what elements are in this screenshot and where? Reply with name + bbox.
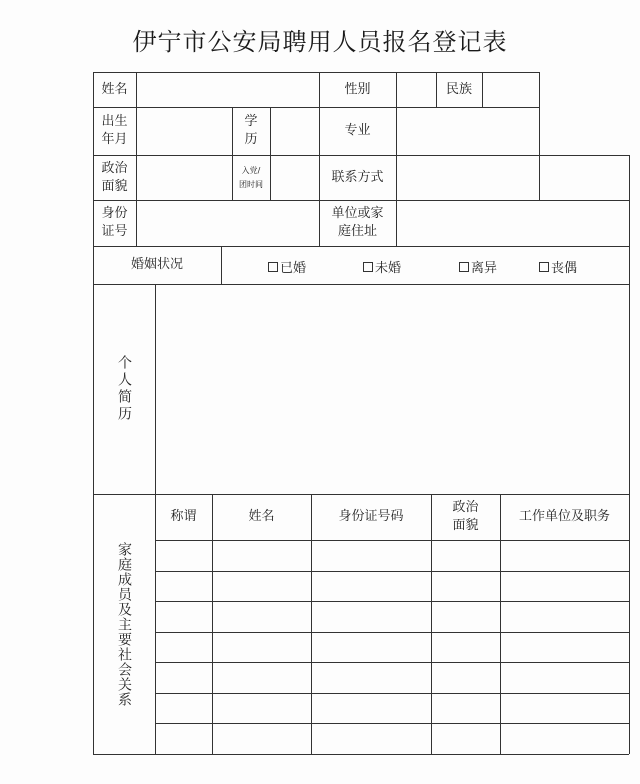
- birth-field[interactable]: [137, 108, 232, 155]
- contact-field[interactable]: [397, 156, 539, 200]
- name-field[interactable]: [137, 73, 319, 107]
- family-cell-relation[interactable]: [156, 633, 212, 662]
- gender-label: 性别: [344, 81, 371, 97]
- family-header-id-number: 身份证号码: [338, 509, 404, 524]
- family-cell-work[interactable]: [501, 541, 629, 571]
- contact-label: 联系方式: [331, 169, 384, 185]
- photo-area[interactable]: [540, 73, 629, 155]
- family-cell-relation[interactable]: [156, 694, 212, 723]
- political-label: 政治 面貌: [101, 160, 128, 194]
- resume-field[interactable]: [156, 285, 629, 494]
- family-cell-political[interactable]: [432, 541, 500, 571]
- work-address-label: 单位或家 庭住址: [331, 206, 384, 239]
- family-cell-id-number[interactable]: [312, 602, 431, 632]
- work-address-field[interactable]: [397, 201, 629, 246]
- join-time-label: 入党/ 团时间: [239, 165, 263, 189]
- birth-label: 出生 年月: [101, 114, 128, 147]
- ethnicity-field[interactable]: [483, 73, 539, 107]
- family-cell-id-number[interactable]: [312, 572, 431, 601]
- family-cell-relation[interactable]: [156, 602, 212, 632]
- family-cell-id-number[interactable]: [312, 694, 431, 723]
- option-divorced[interactable]: 离异: [459, 257, 497, 276]
- family-cell-id-number[interactable]: [312, 663, 431, 693]
- family-cell-political[interactable]: [432, 724, 500, 754]
- family-cell-name[interactable]: [213, 724, 311, 754]
- family-cell-work[interactable]: [501, 572, 629, 601]
- education-field[interactable]: [271, 108, 319, 155]
- family-header-relation: 称谓: [170, 509, 197, 524]
- family-cell-name[interactable]: [213, 541, 311, 571]
- checkbox-icon[interactable]: [268, 262, 278, 272]
- family-cell-name[interactable]: [213, 694, 311, 723]
- family-cell-work[interactable]: [501, 633, 629, 662]
- family-cell-relation[interactable]: [156, 663, 212, 693]
- political-field[interactable]: [137, 156, 232, 200]
- family-cell-id-number[interactable]: [312, 541, 431, 571]
- family-label-cell: [93, 494, 155, 754]
- family-cell-work[interactable]: [501, 694, 629, 723]
- family-cell-political[interactable]: [432, 694, 500, 723]
- education-label: 学 历: [244, 114, 258, 147]
- family-cell-relation[interactable]: [156, 572, 212, 601]
- family-label: 家庭成员及主要社会关系: [116, 541, 132, 707]
- family-cell-relation[interactable]: [156, 541, 212, 571]
- id-number-label: 身份 证号: [101, 206, 128, 239]
- family-cell-id-number[interactable]: [312, 633, 431, 662]
- family-cell-political[interactable]: [432, 663, 500, 693]
- resume-label: 个人简历: [116, 355, 132, 423]
- ethnicity-label: 民族: [445, 81, 472, 97]
- option-unmarried[interactable]: 未婚: [363, 257, 401, 276]
- option-widowed[interactable]: 丧偶: [539, 257, 577, 276]
- family-cell-political[interactable]: [432, 572, 500, 601]
- family-header-work: 工作单位及职务: [518, 509, 610, 524]
- checkbox-icon[interactable]: [459, 262, 469, 272]
- family-cell-name[interactable]: [213, 602, 311, 632]
- family-cell-name[interactable]: [213, 572, 311, 601]
- major-field[interactable]: [397, 108, 539, 155]
- resume-label-cell: [93, 284, 155, 494]
- checkbox-icon[interactable]: [363, 262, 373, 272]
- join-time-field[interactable]: [271, 156, 319, 200]
- family-header-name: 姓名: [248, 509, 275, 524]
- family-cell-political[interactable]: [432, 633, 500, 662]
- family-cell-work[interactable]: [501, 602, 629, 632]
- checkbox-icon[interactable]: [539, 262, 549, 272]
- family-cell-political[interactable]: [432, 602, 500, 632]
- family-cell-work[interactable]: [501, 724, 629, 754]
- name-label: 姓名: [101, 81, 128, 97]
- gender-field[interactable]: [397, 73, 436, 107]
- family-cell-work[interactable]: [501, 663, 629, 693]
- family-cell-name[interactable]: [213, 663, 311, 693]
- marital-status-label: 婚姻状况: [130, 257, 183, 272]
- option-married[interactable]: 已婚: [268, 257, 306, 276]
- family-header-political: 政治 面貌: [452, 500, 479, 533]
- form-title: 伊宁市公安局聘用人员报名登记表: [132, 28, 508, 56]
- family-cell-relation[interactable]: [156, 724, 212, 754]
- family-cell-id-number[interactable]: [312, 724, 431, 754]
- id-number-field[interactable]: [137, 201, 319, 246]
- family-cell-name[interactable]: [213, 633, 311, 662]
- major-label: 专业: [344, 123, 371, 138]
